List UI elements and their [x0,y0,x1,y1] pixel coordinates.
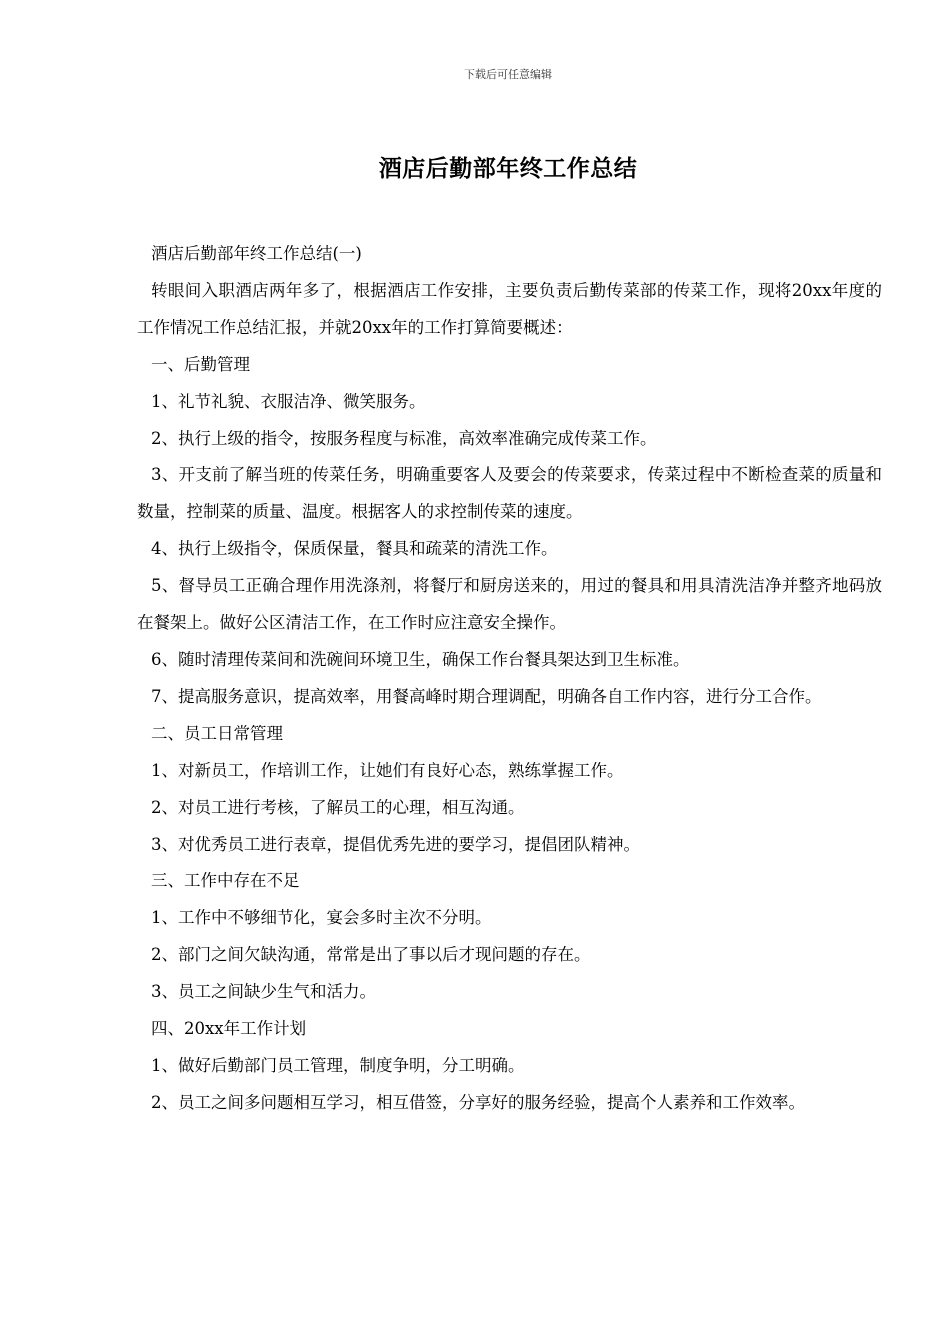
paragraph: 转眼间入职酒店两年多了，根据酒店工作安排，主要负责后勤传菜部的传菜工作，现将20xx年度的工作情况工作总结汇报，并就20xx年的工作打算简要概述： [137,280,882,337]
list-item: 1、工作中不够细节化，宴会多时主次不分明。 [151,908,492,928]
header-note: 下载后可任意编辑 [464,68,552,81]
list-item: 3、员工之间缺少生气和活力。 [151,982,376,1002]
list-item: 2、对员工进行考核，了解员工的心理，相互沟通。 [151,797,525,817]
document-body [137,236,882,1122]
list-item: 4、执行上级指令，保质保量，餐具和疏菜的清洗工作。 [151,539,558,559]
section-heading: 二、员工日常管理 [151,723,283,743]
list-item: 1、礼节礼貌、衣服洁净、微笑服务。 [151,391,426,411]
list-item: 5、督导员工正确合理作用洗涤剂，将餐厅和厨房送来的，用过的餐具和用具清洗洁净并整齐地码放在餐架上。做好公区清洁工作，在工作时应注意安全操作。 [137,576,882,633]
list-item: 1、对新员工，作培训工作，让她们有良好心态，熟练掌握工作。 [151,760,624,780]
list-item: 7、提高服务意识，提高效率，用餐高峰时期合理调配，明确各自工作内容，进行分工合作。 [151,686,822,706]
list-item: 3、对优秀员工进行表章，提倡优秀先进的要学习，提倡团队精神。 [151,834,640,854]
list-item: 2、部门之间欠缺沟通，常常是出了事以后才现问题的存在。 [151,945,591,965]
section-heading: 四、20xx年工作计划 [151,1019,307,1039]
document-title: 酒店后勤部年终工作总结 [378,156,638,182]
list-item: 2、员工之间多问题相互学习，相互借签，分享好的服务经验，提高个人素养和工作效率。 [151,1092,805,1112]
section-heading: 一、后勤管理 [151,354,250,374]
list-item: 6、随时清理传菜间和洗碗间环境卫生，确保工作台餐具架达到卫生标准。 [151,649,690,669]
list-item: 2、执行上级的指令，按服务程度与标准，高效率准确完成传菜工作。 [151,428,657,448]
list-item: 3、开支前了解当班的传菜任务，明确重要客人及要会的传菜要求，传菜过程中不断检查菜的质量和数量，控制菜的质量、温度。根据客人的求控制传菜的速度。 [137,465,882,522]
section-heading: 三、工作中存在不足 [151,871,300,891]
section-heading: 酒店后勤部年终工作总结(一) [151,244,362,263]
list-item: 1、做好后勤部门员工管理，制度争明，分工明确。 [151,1055,525,1075]
